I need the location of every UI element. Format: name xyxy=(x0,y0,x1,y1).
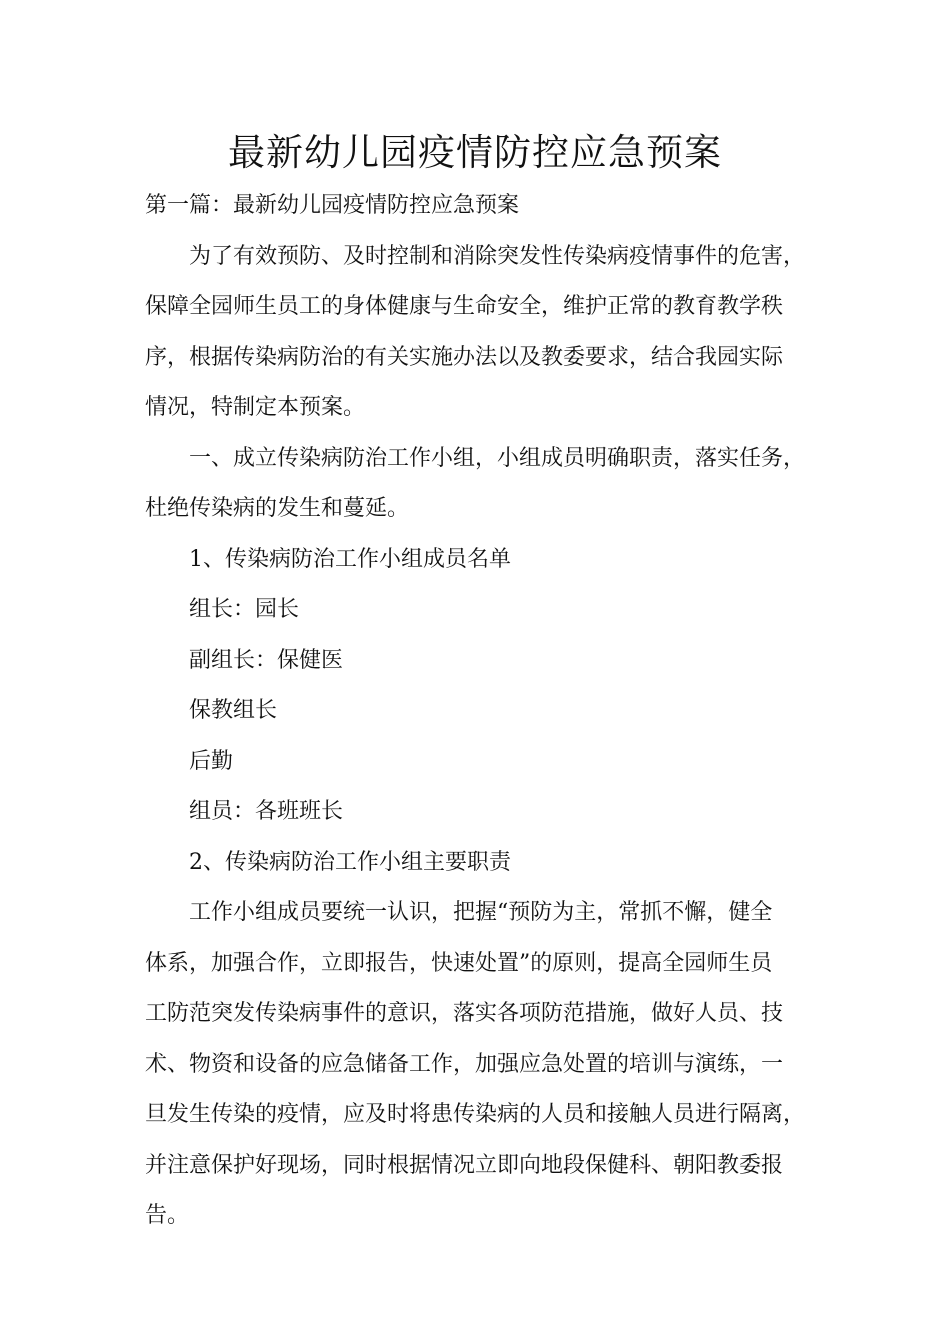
paragraph-1-line: 序，根据传染病防治的有关实施办法以及教委要求，结合我园实际 xyxy=(145,344,784,370)
paragraph-3-line: 旦发生传染的疫情，应及时将患传染病的人员和接触人员进行隔离， xyxy=(145,1102,806,1127)
document-title: 最新幼儿园疫情防控应急预案 xyxy=(228,131,722,174)
paragraph-2-line: 一、成立传染病防治工作小组，小组成员明确职责，落实任务， xyxy=(189,445,806,471)
paragraph-1-line: 情况，特制定本预案。 xyxy=(145,395,366,420)
paragraph-2-line: 杜绝传染病的发生和蔓延。 xyxy=(145,496,410,521)
paragraph-1-line: 为了有效预防、及时控制和消除突发性传染病疫情事件的危害， xyxy=(189,243,806,269)
member-line: 副组长：保健医 xyxy=(189,647,344,673)
paragraph-3-line: 工防范突发传染病事件的意识，落实各项防范措施，做好人员、技 xyxy=(145,1001,784,1026)
section-2-heading: 2、传染病防治工作小组主要职责 xyxy=(189,849,511,875)
member-line: 保教组长 xyxy=(189,698,278,723)
section-1-heading: 1、传染病防治工作小组成员名单 xyxy=(189,546,511,572)
member-line: 后勤 xyxy=(189,748,234,774)
subtitle-line: 第一篇：最新幼儿园疫情防控应急预案 xyxy=(145,193,520,218)
paragraph-1-line: 保障全园师生员工的身体健康与生命安全，维护正常的教育教学秩 xyxy=(145,294,784,319)
member-line: 组员：各班班长 xyxy=(189,799,344,824)
document-body xyxy=(145,181,835,1242)
member-line: 组长：园长 xyxy=(189,597,300,622)
paragraph-3-line: 并注意保护好现场，同时根据情况立即向地段保健科、朝阳教委报 xyxy=(145,1152,784,1178)
paragraph-3-line: 告。 xyxy=(145,1203,190,1228)
paragraph-3-line: 体系，加强合作，立即报告，快速处置”的原则，提高全园师生员 xyxy=(145,950,773,976)
paragraph-3-line: 术、物资和设备的应急储备工作，加强应急处置的培训与演练，一 xyxy=(145,1051,784,1077)
paragraph-3-line: 工作小组成员要统一认识，把握“预防为主，常抓不懈，健全 xyxy=(189,900,773,925)
